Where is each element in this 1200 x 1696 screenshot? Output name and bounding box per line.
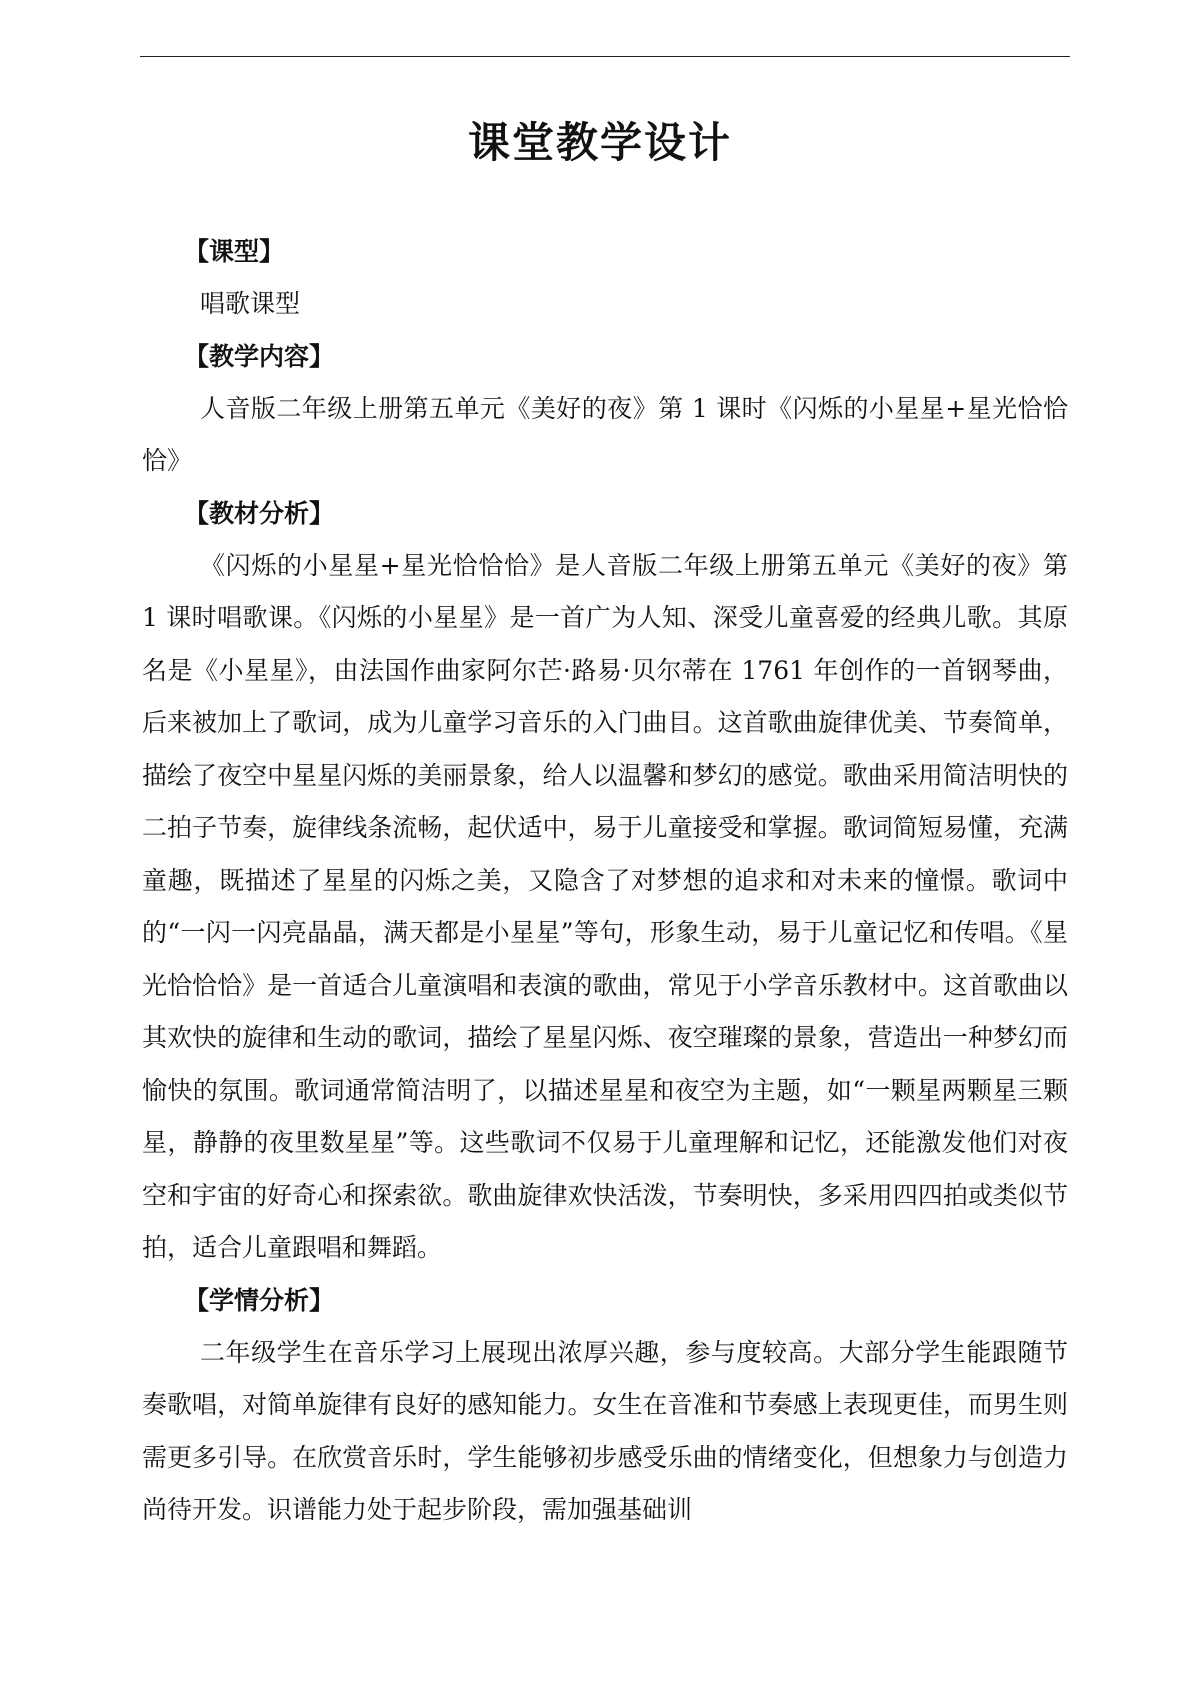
section-heading: 【教材分析】 — [184, 498, 335, 528]
section-paragraph: 《闪烁的小星星+星光恰恰恰》是人音版二年级上册第五单元《美好的夜》第 1 课时唱歌课。《闪烁的小星星》是一首广为人知、深受儿童喜爱的经典儿歌。其原名是《小星星》，由法国作曲家阿尔芒·路易·贝尔蒂在 1761 年创作的一首钢琴曲，后来被加上了歌词，成为儿童学习音乐的入门曲目。这首歌曲旋律优美、节奏简单，描绘了夜空中星星闪烁的美丽景象，给人以温馨和梦幻的感觉。歌曲采用简洁明快的二拍子节奏，旋律线条流畅，起伏适中，易于儿童接受和掌握。歌词简短易懂，充满童趣，既描述了星星的闪烁之美，又隐含了对梦想的追求和对未来的憧憬。歌词中的“一闪一闪亮晶晶，满天都是小星星”等句，形象生动，易于儿童记忆和传唱。《星光恰恰恰》是一首适合儿童演唱和表演的歌曲，常见于小学音乐教材中。这首歌曲以其欢快的旋律和生动的歌词，描绘了星星闪烁、夜空璀璨的景象，营造出一种梦幻而愉快的氛围。歌词通常简洁明了，以描述星星和夜空为主题，如“一颗星两颗星三颗星，静静的夜里数星星”等。这些歌词不仅易于儿童理解和记忆，还能激发他们对夜空和宇宙的好奇心和探索欲。歌曲旋律欢快活泼，节奏明快，多采用四四拍或类似节拍，适合儿童跟唱和舞蹈。 — [142, 550, 1068, 1262]
section-teaching-content — [142, 331, 1068, 488]
document-body — [142, 226, 1068, 1537]
section-heading: 【课型】 — [184, 237, 285, 266]
section-student-analysis — [142, 1275, 1068, 1537]
section-paragraph: 二年级学生在音乐学习上展现出浓厚兴趣，参与度较高。大部分学生能跟随节奏歌唱，对简单旋律有良好的感知能力。女生在音准和节奏感上表现更佳，而男生则需更多引导。在欣赏音乐时，学生能够初步感受乐曲的情绪变化，但想象力与创造力尚待开发。识谱能力处于起步阶段，需加强基础训 — [142, 1337, 1068, 1524]
section-material-analysis — [142, 488, 1068, 1275]
section-paragraph: 人音版二年级上册第五单元《美好的夜》第 1 课时《闪烁的小星星+星光恰恰恰》 — [142, 393, 1068, 475]
document-title: 课堂教学设计 — [467, 118, 732, 167]
section-lesson-type — [142, 226, 1068, 331]
section-heading: 【学情分析】 — [184, 1285, 335, 1315]
section-paragraph: 唱歌课型 — [200, 289, 301, 318]
header-rule — [140, 56, 1070, 57]
section-heading: 【教学内容】 — [184, 341, 335, 371]
